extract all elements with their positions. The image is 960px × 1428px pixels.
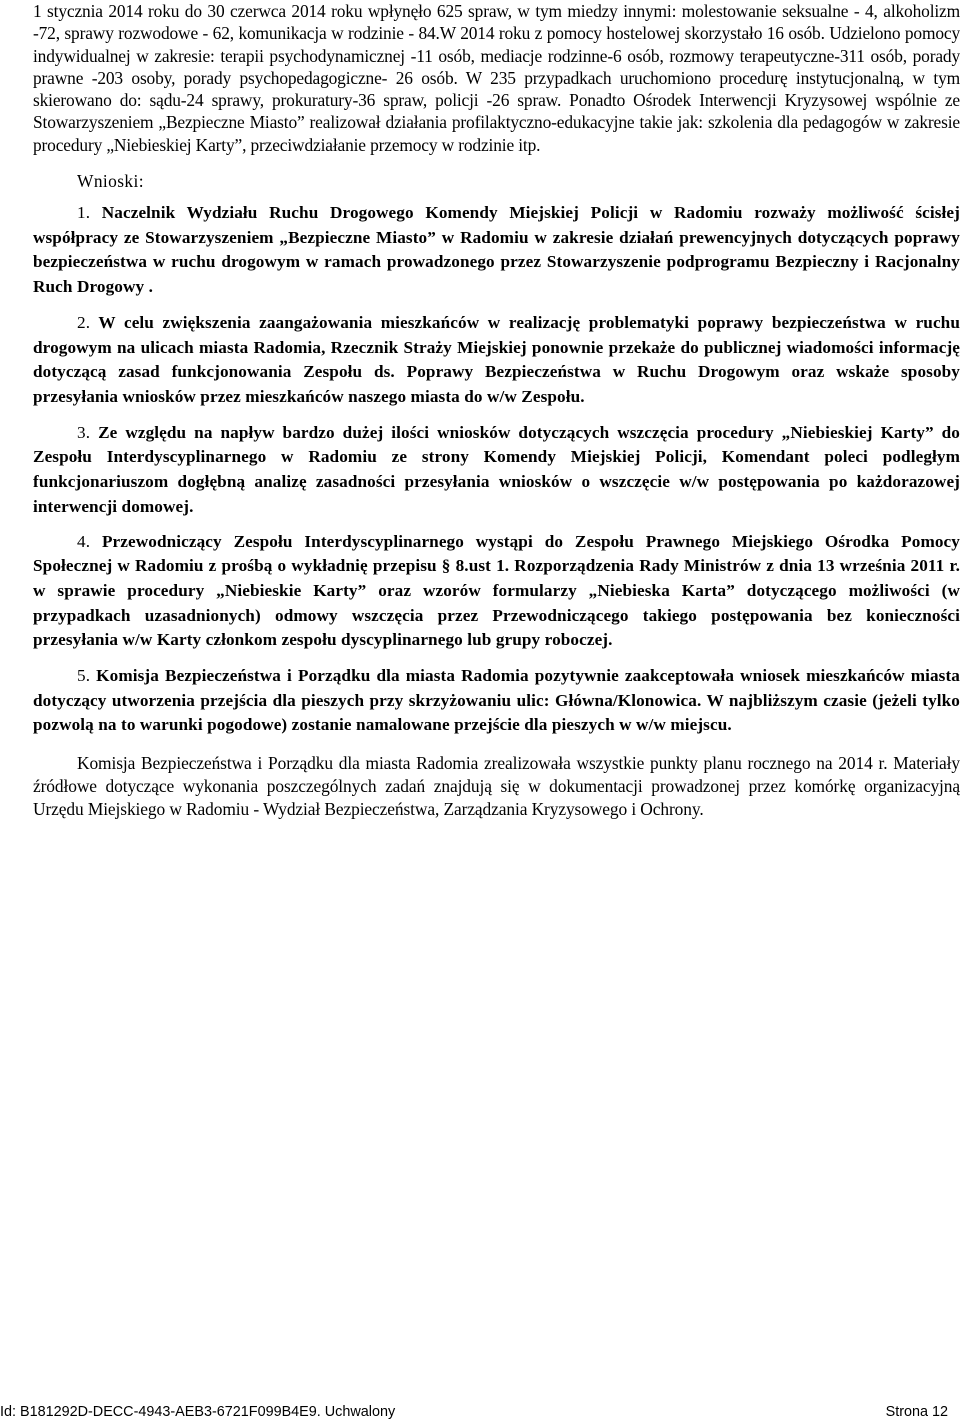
conclusion-text: W celu zwiększenia zaangażowania mieszkańców w realizację problematyki poprawy bezpieczeństwa w ruchu drogowym na ulicach miasta Radomia, Rzecznik Straży Miejskiej ponownie przekaże do publicznej wiadomości informację dotyczącą zasad funkcjonowania Zespołu ds. Poprawy Bezpieczeństwa w Ruchu Drogowym oraz wskaże sposoby przesyłania wniosków przez mieszkańców naszego miasta do w/w Zespołu. [33,312,960,406]
conclusions-heading: Wnioski: [77,171,144,192]
conclusion-number: 2. [77,312,91,332]
conclusion-text: Komisja Bezpieczeństwa i Porządku dla miasta Radomia pozytywnie zaakceptowała wniosek mieszkańców miasta dotyczący utworzenia przejścia dla pieszych przy skrzyżowaniu ulic: Główna/Klonowica. W najbliższym czasie (jeżeli tylko pozwolą na to warunki pogodowe) zostanie namalowane przejście dla pieszych w w/w miejscu. [33,666,960,735]
document-id: Id: B181292D-DECC-4943-AEB3-6721F099B4E9. Uchwalony [0,1404,396,1420]
closing-paragraph: Komisja Bezpieczeństwa i Porządku dla miasta Radomia zrealizowała wszystkie punkty planu rocznego na 2014 r. Materiały źródłowe dotyczące wykonania poszczególnych zadań znajdują się w dokumentacji prowadzonej przez komórkę organizacyjną Urzędu Miejskiego w Radomiu - Wydział Bezpieczeństwa, Zarządzania Kryzysowego i Ochrony. [33,753,960,819]
conclusion-number: 5. [77,666,91,686]
page-footer [0,1397,960,1428]
document-page [33,0,960,821]
page-number: Strona 12 [885,1404,948,1420]
conclusion-text: Ze względu na napływ bardzo dużej ilości wniosków dotyczących wszczęcia procedury „Niebieskiej Karty” do Zespołu Interdyscyplinarnego w Radomiu ze strony Komendy Miejskiej Policji, Komendant poleci podległym funkcjonariuszom dogłębną analizę zasadności przesyłania wniosków o wszczęcie w/w postępowania po każdorazowej interwencji domowej. [33,422,960,516]
conclusion-item [33,664,960,738]
conclusion-number: 3. [77,422,91,442]
conclusion-number: 1. [77,203,91,223]
conclusion-item [33,530,960,654]
conclusion-text: Naczelnik Wydziału Ruchu Drogowego Komendy Miejskiej Policji w Radomiu rozważy możliwość ścisłej współpracy ze Stowarzyszeniem „Bezpieczne Miasto” w Radomiu w zakresie działań prewencyjnych dotyczących poprawy bezpieczeństwa w ruchu drogowym w ramach prowadzonego przez Stowarzyszenie podprogramu Bezpieczny i Racjonalny Ruch Drogowy . [33,203,960,297]
conclusion-number: 4. [77,531,91,551]
conclusion-item [33,311,960,410]
conclusion-text: Przewodniczący Zespołu Interdyscyplinarnego wystąpi do Zespołu Prawnego Miejskiego Ośrodka Pomocy Społecznej w Radomiu z prośbą o wykładnię przepisu § 8.ust 1. Rozporządzenia Rady Ministrów z dnia 13 września 2011 r. w sprawie procedury „Niebieskie Karty” oraz wzorów formularzy „Niebieska Karta” dotyczącego możliwości (w przypadkach uzasadnionych) odmowy wszczęcia przez Przewodniczącego takiego postępowania bez konieczności przesyłania w/w Karty członkom zespołu dyscyplinarnego lub grupy roboczej. [33,531,960,650]
intro-paragraph: 1 stycznia 2014 roku do 30 czerwca 2014 roku wpłynęło 625 spraw, w tym miedzy innymi: molestowanie seksualne - 4, alkoholizm -72, sprawy rozwodowe - 62, komunikacja w rodzinie - 84.W 2014 roku z pomocy hostelowej skorzystało 16 osób. Udzielono pomocy indywidualnej w zakresie: terapii psychodynamicznej -11 osób, mediacje rodzinne-6 osób, rozmowy terapeutyczne-311 osób, porady prawne -203 osoby, porady psychopedagogiczne- 26 osób. W 235 przypadkach uruchomiono procedurę instytucjonalną, w tym skierowano do: sądu-24 sprawy, prokuratury-36 spraw, policji -26 spraw. Ponadto Ośrodek Interwencji Kryzysowej wspólnie ze Stowarzyszeniem „Bezpieczne Miasto” realizował działania profilaktyczno-edukacyjne takie jak: szkolenia dla pedagogów w zakresie procedury „Niebieskiej Karty”, przeciwdziałanie przemocy w rodzinie itp. [33,1,960,155]
conclusion-item [33,421,960,520]
conclusion-item [33,201,960,300]
